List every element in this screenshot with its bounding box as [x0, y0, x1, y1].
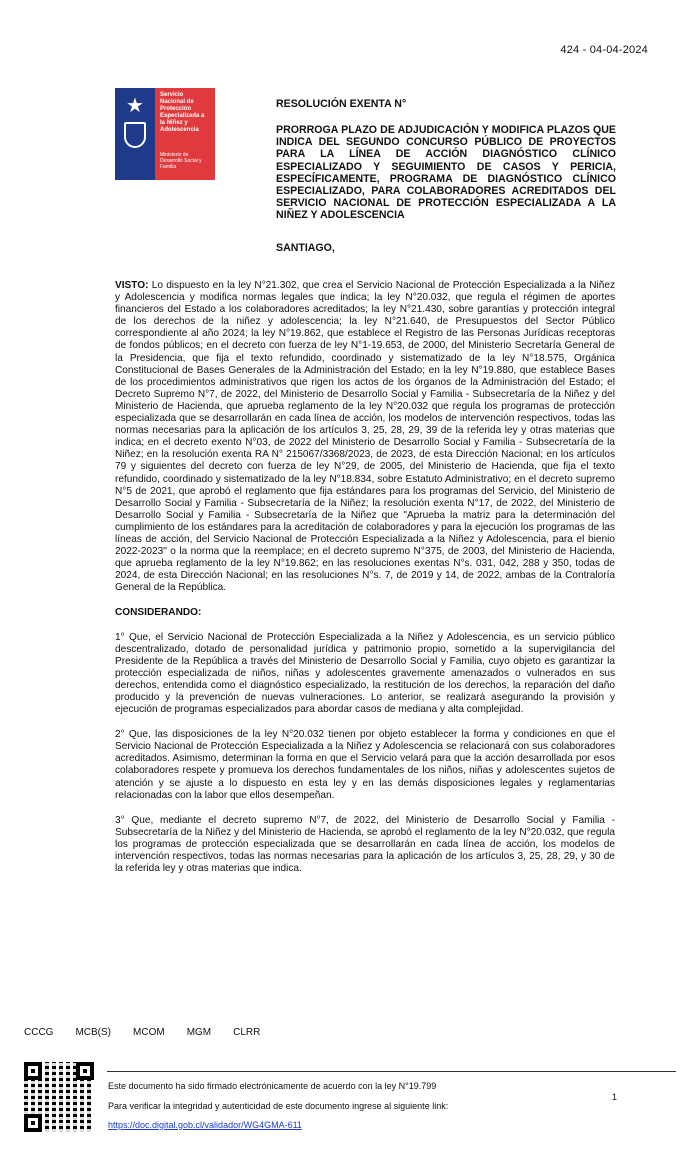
initial-item: CCCG	[24, 1027, 54, 1038]
resolution-title: PRORROGA PLAZO DE ADJUDICACIÓN Y MODIFICA PLAZOS QUE INDICA DEL SEGUNDO CONCURSO PÚBLICO DE PROYECTOS PARA LA LÍNEA DE ACCIÓN DIAGNÓSTICO CLÍNICO ESPECIALIZADO Y SEGUIMIENTO DE CASOS Y PERICIA, ESPECÍFICAMENTE, PROGRAMA DE DIAGNÓSTICO CLÍNICO ESPECIALIZADO, PARA COLABORADORES ACREDITADOS DEL SERVICIO NACIONAL DE PROTECCIÓN ESPECIALIZADA A LA NIÑEZ Y ADOLESCENCIA	[276, 124, 616, 222]
logo-text-block	[155, 88, 215, 180]
initial-item: MCB(S)	[75, 1027, 112, 1038]
logo-emblem	[115, 88, 155, 180]
visto-label: VISTO:	[115, 280, 149, 291]
document-stamp: 424 - 04-04-2024	[560, 44, 648, 56]
considerando-heading: CONSIDERANDO:	[115, 607, 202, 619]
star-icon: ★	[126, 95, 144, 117]
document-body	[115, 280, 615, 888]
visto-paragraph	[115, 280, 615, 594]
visto-text: Lo dispuesto en la ley N°21.302, que crea el Servicio Nacional de Protección Especializada a la Niñez y Adolescencia y modifica normas legales que indica; la ley N°20.032, que regula el régimen de aportes financieros del Estado a los colaboradores acreditados; la ley N°21.430, sobre garantías y protección integral de los derechos de la niñez y adolescencia; la ley N°21.640, de Presupuestos del Sector Público correspondiente al año 2024; la ley N°19.862, que establece el Registro de las Personas Jurídicas receptoras de fondos públicos; en el decreto con fuerza de ley N°1-19.653, de 2000, del Ministerio Secretaría General de la Presidencia, que fija el texto refundido, coordinado y sistematizado de la ley N°18.575, Orgánica Constitucional de Bases Generales de la Administración del Estado; en la ley N°19.880, que establece Bases de los procedimientos administrativos que rigen los actos de los órganos de la Administración del Estado; el Decreto Supremo N°7, de 2022, del Ministerio de Desarrollo Social y Familia - Subsecretaría de la Niñez y del Ministerio de Hacienda, que aprueba reglamento de la ley N°20.032 que regula los programas de protección especializada que se desarrollarán en cada línea de acción, los modelos de intervención respectivos, todas las normas necesarias para la aplicación de los artículos 3, 25, 28, 29, 39 de la referida ley y otras materias que indica; en el decreto exento N°03, de 2022 del Ministerio de Desarrollo Social y Familia - Subsecretaría de la Niñez; en la resolución exenta RA N° 215067/3368/2023, de 2023, de esta Dirección Nacional; en los artículos 79 y siguientes del decreto con fuerza de ley N°29, de 2005, del Ministerio de Hacienda, que fija el texto refundido, coordinado y sistematizado de la ley N°18.834, sobre Estatuto Administrativo; en el decreto supremo N°5 de 2021, que aprobó el reglamento que fija estándares para los programas del Servicio, del Ministerio de Desarrollo Social y Familia - Subsecretaría de la Niñez; la resolución exenta N°17, de 2022, del Ministerio de Desarrollo Social y Familia - Subsecretaría de la Niñez que "Aprueba la matriz para la determinación del cumplimiento de los estándares para la acreditación de colaboradores y para la ejecución los programas de las líneas de acción, del Servicio Nacional de Protección Especializada a la Niñez y Adolescencia, para el bienio 2022-2023" o la norma que la reemplace; en el decreto supremo N°375, de 2003, del Ministerio de Hacienda, que aprueba reglamento de la ley N°19.862; en las resoluciones exentas N°s. 031, 042, 288 y 350, todas de 2024, de esta Dirección Nacional; en las resoluciones N°s. 7, de 2019 y 14, de 2022, ambas de la Contraloría General de la República.	[115, 280, 615, 594]
footer-divider	[107, 1071, 676, 1072]
resolution-city: SANTIAGO,	[276, 242, 335, 254]
considerando-item-3: 3° Que, mediante el decreto supremo N°7, de 2022, del Ministerio de Desarrollo Social y Familia - Subsecretaría de la Niñez y del Ministerio de Hacienda, se aprobó el reglamento de la ley N°20.032, que regula los programas de protección especializada que se desarrollarán en cada línea de acción, los modelos de intervención respectivos, todas las normas necesarias para la aplicación de los artículos 3, 25, 28, 29, y 30 de la referida ley y otras materias que indica.	[115, 814, 615, 875]
logo-agency-name: Servicio Nacional de Protección Especializada a la Niñez y Adolescencia	[160, 92, 205, 133]
verification-link[interactable]: https://doc.digital.gob.cl/validador/WG4GMA-611	[108, 1120, 302, 1130]
qr-code-icon	[24, 1062, 94, 1132]
signatory-initials	[24, 1027, 260, 1038]
logo-ministry-name: Ministerio de Desarrollo Social y Familia	[160, 152, 202, 170]
agency-logo	[115, 88, 215, 180]
page-number: 1	[612, 1092, 618, 1102]
considerando-item-1: 1° Que, el Servicio Nacional de Protección Especializada a la Niñez y Adolescencia, es un servicio público descentralizado, dotado de personalidad jurídica y patrimonio propio, sometido a la supervigilancia del Presidente de la República a través del Ministerio de Desarrollo Social y Familia, cuyo objeto es garantizar la protección especializada de niños, niñas y adolescentes gravemente amenazados o vulnerados en sus derechos, entendida como el diagnóstico especializado, la restitución de los derechos, la reparación del daño producido y la prevención de nuevas vulneraciones. Lo anterior, se realizará asegurando la provisión y ejecución de programas especializados para abordar casos de mediana y alta complejidad.	[115, 631, 615, 716]
considerando-item-2: 2° Que, las disposiciones de la ley N°20.032 tienen por objeto establecer la forma y condiciones en que el Servicio Nacional de Protección Especializada a la Niñez y Adolescencia se relacionará con sus colaboradores acreditados. Asimismo, determinan la forma en que el Servicio velará para que la acción desarrollada por esos colaboradores respete y promueva los derechos fundamentales de los niños, niñas y adolescentes sujetos de atención y se ajuste a lo dispuesto en esta ley y en las demás disposiciones legales y reglamentarias relacionadas con la labor que ellos desempeñan.	[115, 729, 615, 801]
footer-signature-note: Este documento ha sido firmado electrónicamente de acuerdo con la ley N°19.799	[108, 1081, 437, 1091]
initial-item: MCOM	[133, 1027, 165, 1038]
initial-item: CLRR	[233, 1027, 261, 1038]
shield-icon	[124, 122, 146, 148]
initial-item: MGM	[186, 1027, 212, 1038]
resolution-type: RESOLUCIÓN EXENTA N°	[276, 98, 407, 110]
footer-verify-note: Para verificar la integridad y autenticidad de este documento ingrese al siguiente link:	[108, 1101, 449, 1111]
